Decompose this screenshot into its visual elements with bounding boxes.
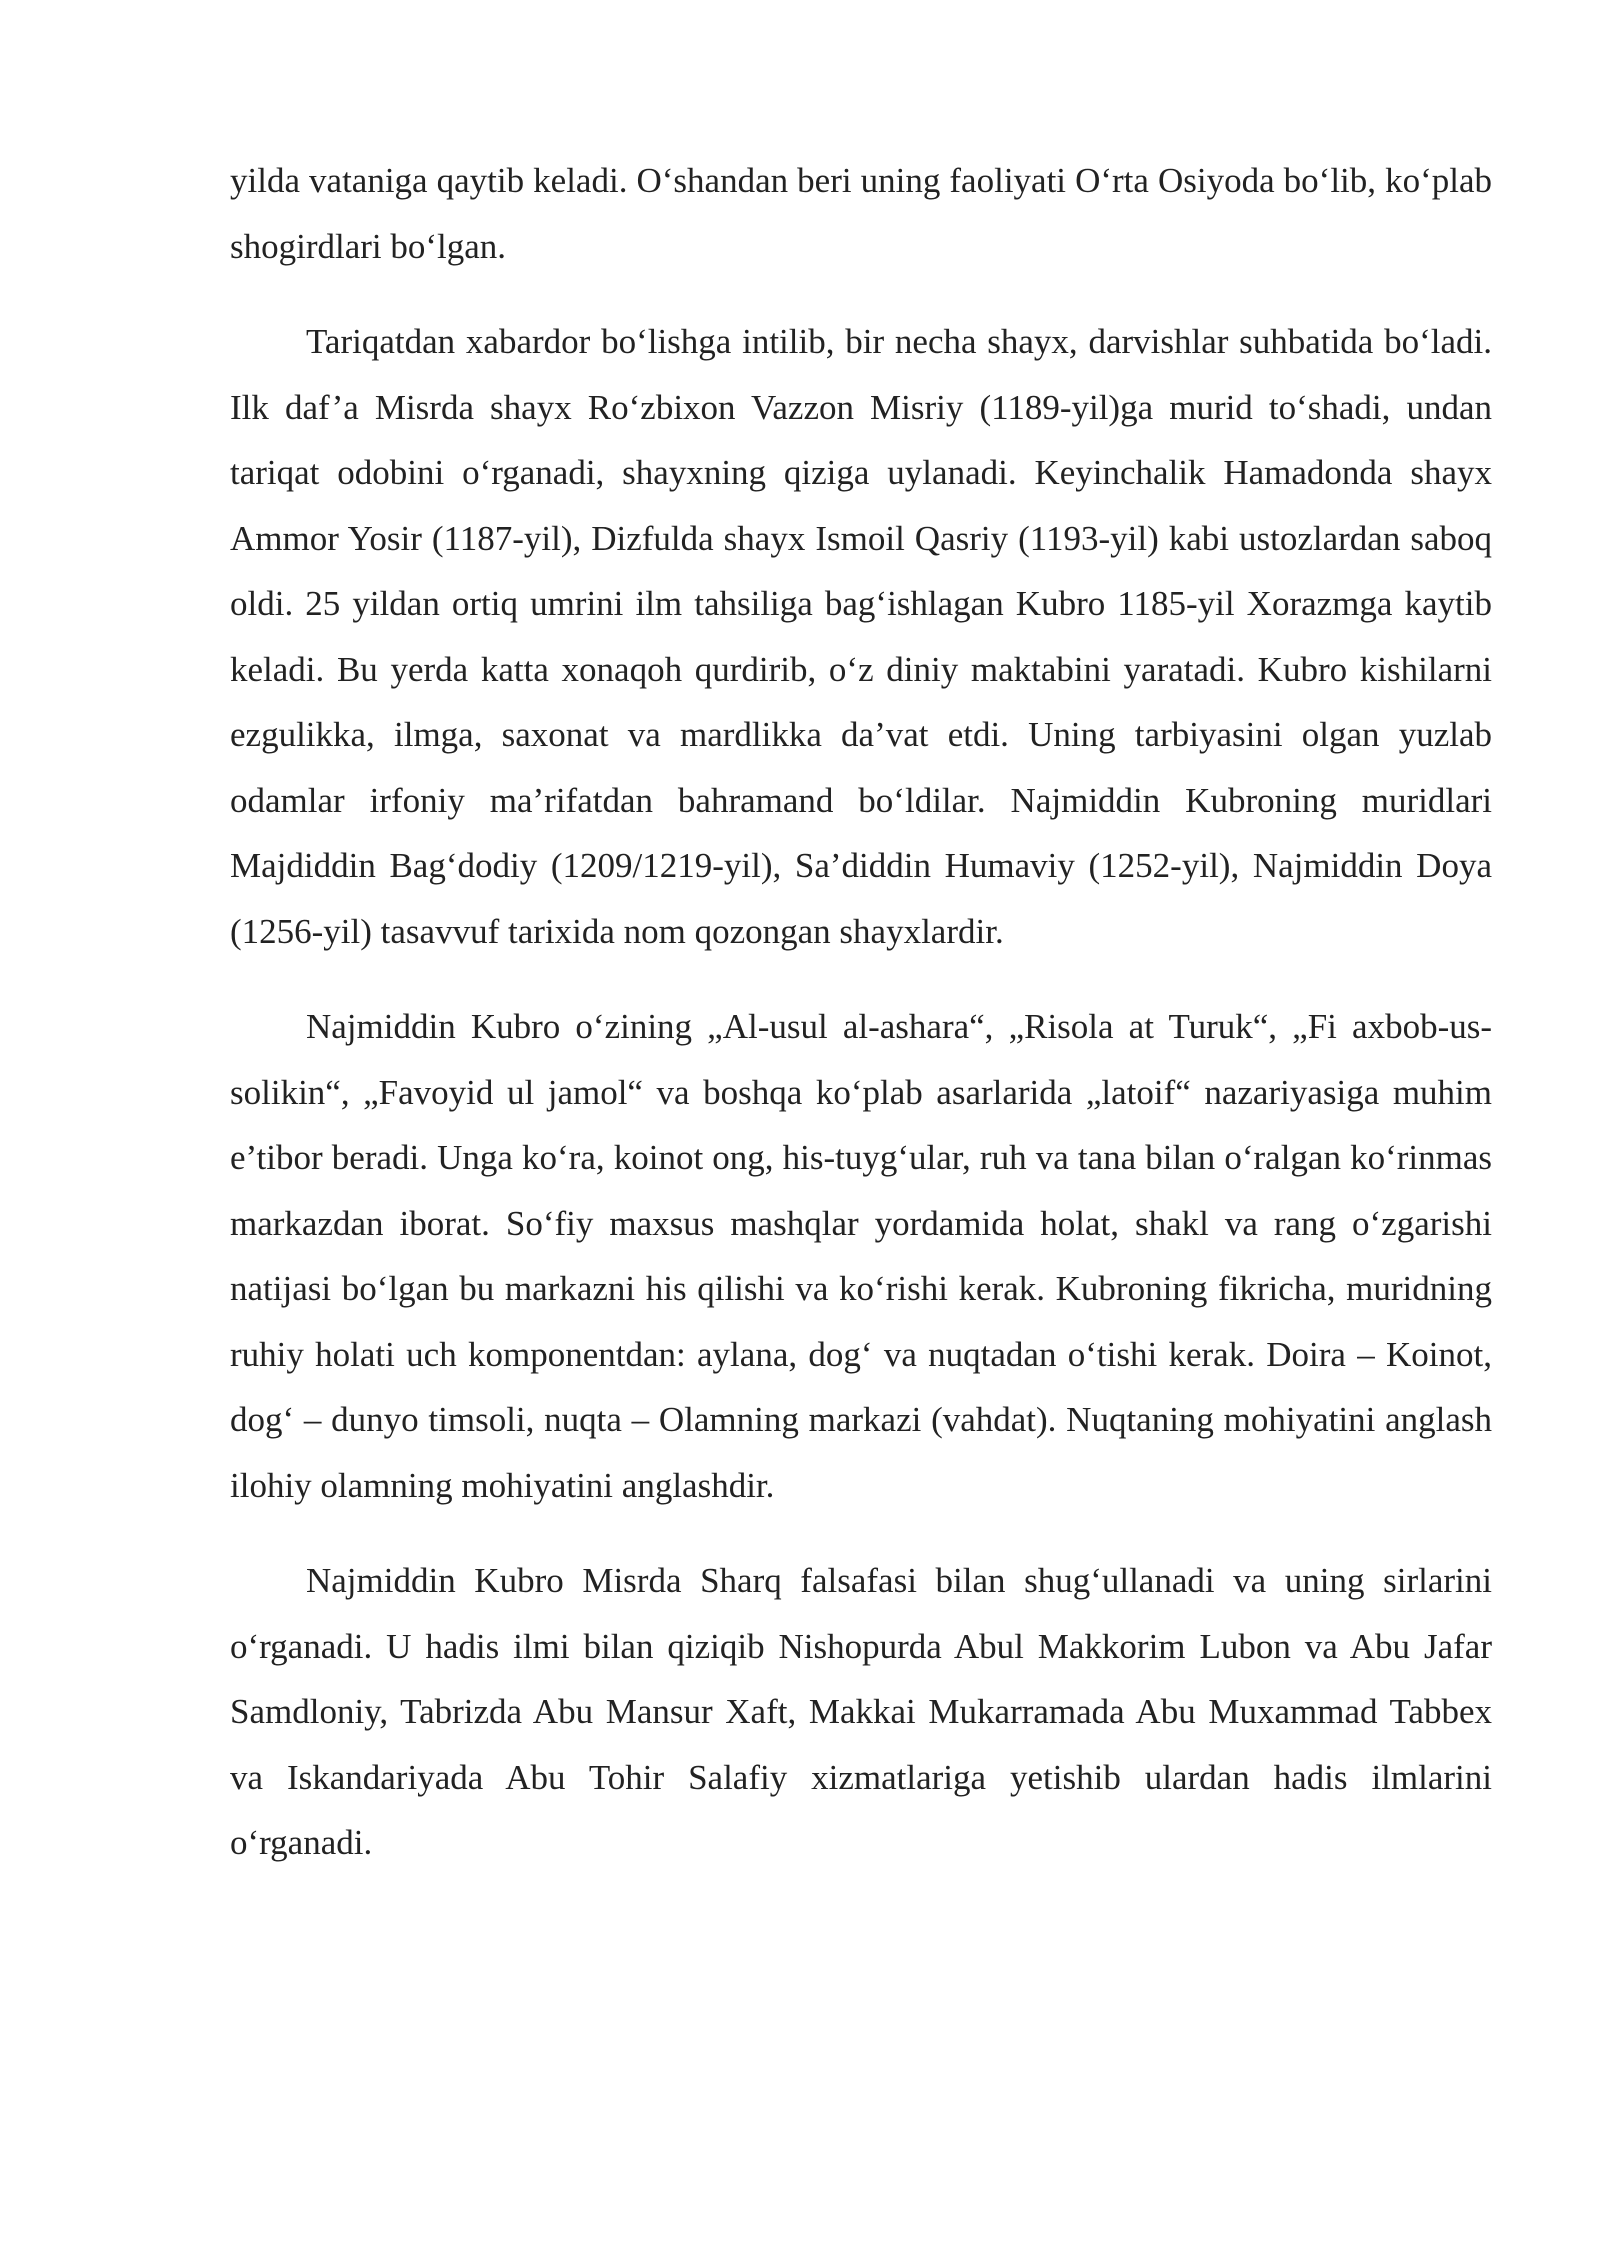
document-page [230, 148, 1492, 1906]
paragraph-2: Tariqatdan xabardor bo‘lishga intilib, bir necha shayx, darvishlar suhbatida bo‘ladi. Ilk daf’a Misrda shayx Ro‘zbixon Vazzon Misriy (1189-yil)ga murid to‘shadi, undan tariqat odobini o‘rganadi, shayxning qiziga uylanadi. Keyinchalik Hamadonda shayx Ammor Yosir (1187-yil), Dizfulda shayx Ismoil Qasriy (1193-yil) kabi ustozlardan saboq oldi. 25 yildan ortiq umrini ilm tahsiliga bag‘ishlagan Kubro 1185-yil Xorazmga kaytib keladi. Bu yerda katta xonaqoh qurdirib, o‘z diniy maktabini yaratadi. Kubro kishilarni ezgulikka, ilmga, saxonat va mardlikka da’vat etdi. Uning tarbiyasini olgan yuzlab odamlar irfoniy ma’rifatdan bahramand bo‘ldilar. Najmiddin Kubroning muridlari Majdiddin Bag‘dodiy (1209/1219-yil), Sa’diddin Humaviy (1252-yil), Najmiddin Doya (1256-yil) tasavvuf tarixida nom qozongan shayxlardir. [230, 322, 1492, 951]
paragraph-1: yilda vataniga qaytib keladi. O‘shandan beri uning faoliyati O‘rta Osiyoda bo‘lib, ko‘plab shogirdlari bo‘lgan. [230, 161, 1492, 266]
paragraph-3: Najmiddin Kubro o‘zining „Al-usul al-ashara“, „Risola at Turuk“, „Fi axbob-us-solikin“, „Favoyid ul jamol“ va boshqa ko‘plab asarlarida „latoif“ nazariyasiga muhim e’tibor beradi. Unga ko‘ra, koinot ong, his-tuyg‘ular, ruh va tana bilan o‘ralgan ko‘rinmas markazdan iborat. So‘fiy maxsus mashqlar yordamida holat, shakl va rang o‘zgarishi natijasi bo‘lgan bu markazni his qilishi va ko‘rishi kerak. Kubroning fikricha, muridning ruhiy holati uch komponentdan: aylana, dog‘ va nuqtadan o‘tishi kerak. Doira – Koinot, dog‘ – dunyo timsoli, nuqta – Olamning markazi (vahdat). Nuqtaning mohiyatini anglash ilohiy olamning mohiyatini anglashdir. [230, 1007, 1492, 1505]
paragraph-4: Najmiddin Kubro Misrda Sharq falsafasi bilan shug‘ullanadi va uning sirlarini o‘rganadi. U hadis ilmi bilan qiziqib Nishopurda Abul Makkorim Lubon va Abu Jafar Samdloniy, Tabrizda Abu Mansur Xaft, Makkai Mukarramada Abu Muxammad Tabbex va Iskandariyada Abu Tohir Salafiy xizmatlariga yetishib ulardan hadis ilmlarini o‘rganadi. [230, 1561, 1492, 1862]
